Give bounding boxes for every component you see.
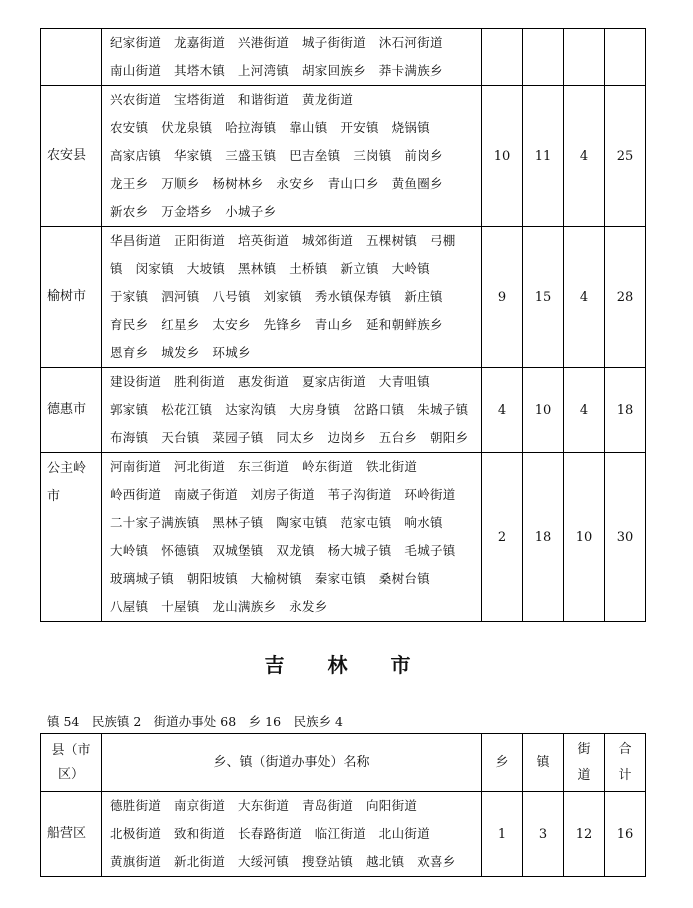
town-names-line: 纪家街道 龙嘉街道 兴港街道 城子街街道 沐石河街道: [110, 35, 443, 50]
header-jiedao-char: 道: [577, 767, 591, 783]
town-names-line: 北极街道 致和街道 长春路街道 临江街道 北山街道: [110, 826, 431, 841]
town-names-line: 黄旗街道 新北街道 大绥河镇 搜登站镇 越北镇 欢喜乡: [110, 854, 456, 869]
count-zhen: 15: [523, 227, 564, 368]
count-zhen: 10: [523, 368, 564, 453]
town-names-line: 岭西街道 南崴子街道 刘房子街道 苇子沟街道 环岭街道: [110, 487, 456, 502]
town-names-line: 布海镇 天台镇 菜园子镇 同太乡 边岗乡 五台乡 朝阳乡: [110, 430, 469, 445]
town-names-line: 新农乡 万金塔乡 小城子乡: [110, 204, 277, 219]
county-name: 船营区: [41, 792, 102, 877]
header-names: 乡、镇（街道办事处）名称: [102, 734, 482, 792]
county-name: [41, 453, 102, 622]
county-name: [41, 29, 102, 86]
town-names: [102, 368, 482, 453]
count-heji: 16: [605, 792, 646, 877]
count-xiang: [482, 29, 523, 86]
count-heji: 28: [605, 227, 646, 368]
count-jiedao: 4: [564, 86, 605, 227]
town-names-line: 南山街道 其塔木镇 上河湾镇 胡家回族乡 莽卡满族乡: [110, 63, 443, 78]
count-zhen: 11: [523, 86, 564, 227]
county-name-line: 公主岭: [47, 461, 87, 476]
town-names-line: 镇 闵家镇 大坡镇 黑林镇 土桥镇 新立镇 大岭镇: [110, 261, 431, 276]
header-county: [41, 734, 102, 792]
count-jiedao: 12: [564, 792, 605, 877]
header-heji-char: 合: [618, 741, 632, 757]
section-title: 吉 林 市: [264, 653, 429, 677]
header-county-line: 区）: [57, 766, 84, 782]
table-row: [41, 368, 646, 453]
count-heji: 30: [605, 453, 646, 622]
town-names-line: 八屋镇 十屋镇 龙山满族乡 永发乡: [110, 599, 328, 614]
county-name-line: 市: [47, 489, 61, 504]
header-county-line: 县（市: [51, 742, 91, 758]
town-names-line: 玻璃城子镇 朝阳坡镇 大榆树镇 秦家屯镇 桑树台镇: [110, 571, 431, 586]
town-names-line: 大岭镇 怀德镇 双城堡镇 双龙镇 杨大城子镇 毛城子镇: [110, 543, 456, 558]
town-names-line: 郭家镇 松花江镇 达家沟镇 大房身镇 岔路口镇 朱城子镇: [110, 402, 469, 417]
table-row: [41, 29, 646, 86]
header-row: [41, 734, 646, 792]
town-names-line: 龙王乡 万顺乡 杨树林乡 永安乡 青山口乡 黄鱼圈乡: [110, 176, 443, 191]
town-names-line: 河南街道 河北街道 东三街道 岭东街道 铁北街道: [110, 459, 418, 474]
town-names: [102, 453, 482, 622]
county-name: 榆树市: [41, 227, 102, 368]
upper-table-body: [41, 29, 646, 622]
header-zhen: 镇: [523, 734, 564, 792]
header-jiedao: [564, 734, 605, 792]
town-names-line: 德胜街道 南京街道 大东街道 青岛街道 向阳街道: [110, 798, 418, 813]
county-name: 德惠市: [41, 368, 102, 453]
summary-line: 镇 54 民族镇 2 街道办事处 68 乡 16 民族乡 4: [47, 714, 343, 729]
header-heji-char: 计: [618, 767, 632, 783]
count-xiang: 10: [482, 86, 523, 227]
town-names: [102, 86, 482, 227]
count-xiang: 1: [482, 792, 523, 877]
table-row: [41, 86, 646, 227]
table-row: [41, 792, 646, 877]
town-names: [102, 227, 482, 368]
count-xiang: 4: [482, 368, 523, 453]
town-names: [102, 792, 482, 877]
table-row: [41, 453, 646, 622]
count-heji: 18: [605, 368, 646, 453]
lower-table-body: [41, 792, 646, 877]
town-names-line: 于家镇 泗河镇 八号镇 刘家镇 秀水镇保寿镇 新庄镇: [110, 289, 443, 304]
count-jiedao: 4: [564, 227, 605, 368]
count-heji: 25: [605, 86, 646, 227]
town-names-line: 二十家子满族镇 黑林子镇 陶家屯镇 范家屯镇 响水镇: [110, 515, 443, 530]
count-jiedao: [564, 29, 605, 86]
town-names-line: 兴农街道 宝塔街道 和谐街道 黄龙街道: [110, 92, 354, 107]
count-jiedao: 10: [564, 453, 605, 622]
header-jiedao-char: 街: [577, 741, 591, 757]
count-jiedao: 4: [564, 368, 605, 453]
header-xiang: 乡: [482, 734, 523, 792]
count-xiang: 9: [482, 227, 523, 368]
town-names-line: 农安镇 伏龙泉镇 哈拉海镇 靠山镇 开安镇 烧锅镇: [110, 120, 431, 135]
lower-district-table: [40, 733, 646, 877]
town-names: [102, 29, 482, 86]
count-xiang: 2: [482, 453, 523, 622]
town-names-line: 恩育乡 城发乡 环城乡: [110, 345, 251, 360]
town-names-line: 育民乡 红星乡 太安乡 先锋乡 青山乡 延和朝鲜族乡: [110, 317, 443, 332]
town-names-line: 华昌街道 正阳街道 培英街道 城郊街道 五棵树镇 弓棚: [110, 233, 456, 248]
town-names-line: 高家店镇 华家镇 三盛玉镇 巴吉垒镇 三岗镇 前岗乡: [110, 148, 443, 163]
town-names-line: 建设街道 胜利街道 惠发街道 夏家店街道 大青咀镇: [110, 374, 431, 389]
count-zhen: [523, 29, 564, 86]
county-name: 农安县: [41, 86, 102, 227]
header-heji: [605, 734, 646, 792]
count-zhen: 18: [523, 453, 564, 622]
count-heji: [605, 29, 646, 86]
count-zhen: 3: [523, 792, 564, 877]
table-row: [41, 227, 646, 368]
upper-district-table: [40, 28, 646, 622]
